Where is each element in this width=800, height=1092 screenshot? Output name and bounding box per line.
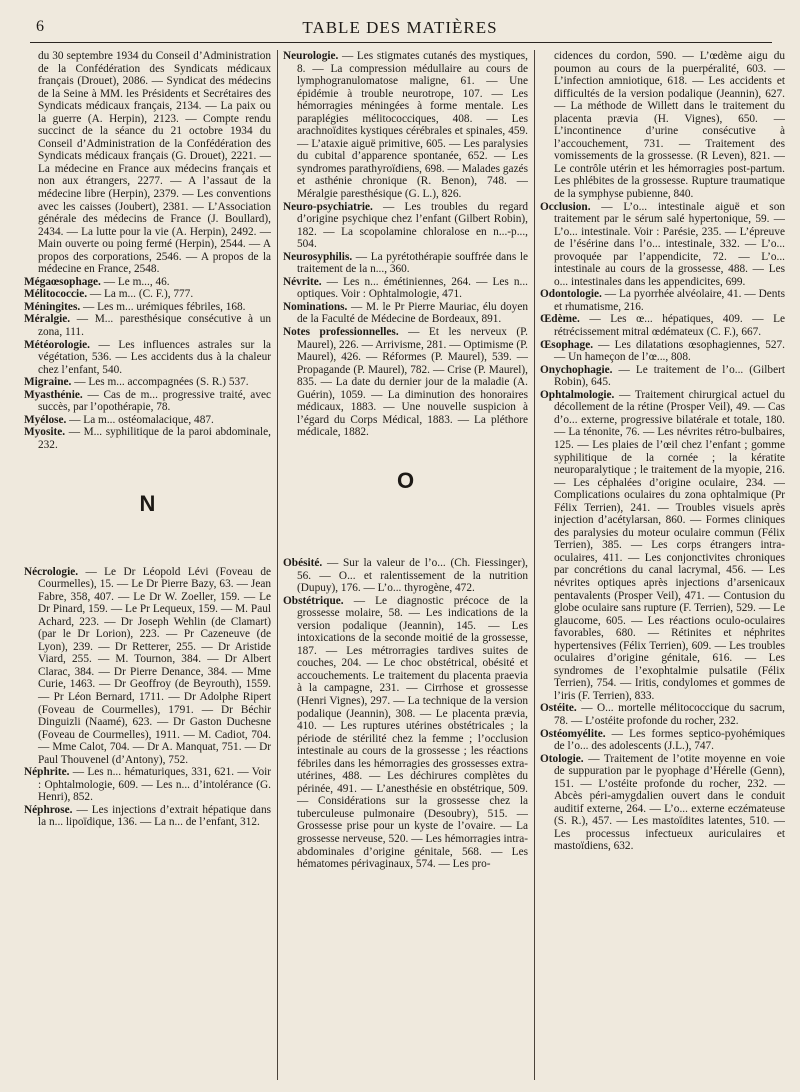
entry-heading: Otologie.: [540, 752, 584, 765]
index-entry: [283, 595, 528, 871]
entry-heading: Migraine.: [24, 376, 72, 389]
entry-text: — M... syphilitique de la paroi abdominale, 232.: [38, 426, 271, 451]
entry-heading: Ostéite.: [540, 702, 577, 715]
index-entry: [24, 766, 271, 804]
entry-text: — Traitement de l’otite moyenne en voie de suppuration par le pyophage d’Hérelle (Genn), 151. — L’ostéite profonde du rocher, 232. — Abcès péri-amygdalien ouvert dans le conduit auditif externe, 264. — L’o... externe eczémateuse (S. R.), 457. — Les mastoïdites latentes, 510. — Les processus infectueux auriculaires et mastoïdiens, 632.: [554, 752, 785, 853]
index-entry: [24, 276, 271, 289]
index-entry: [24, 566, 271, 767]
entry-heading: Occlusion.: [540, 200, 591, 213]
entry-text: — Les influences astrales sur la végétation, 536. — Les accidents dus à la chaleur chez l’enfant, 540.: [38, 338, 271, 376]
entry-heading: Œsophage.: [540, 338, 594, 351]
header-rule: [30, 42, 772, 43]
index-column-2: [283, 50, 528, 1080]
entry-text: — La pyrétothérapie souffrée dans le traitement de la n..., 360.: [297, 250, 528, 276]
index-entry-continued: cidences du cordon, 590. — L’œdème aigu du poumon au cours de la puerpéralité, 603. — L’infection amniotique, 618. — Les accidents et difficultés de la version podalique (Jeannin), 627. — La méthode de Willett dans le traitement du placenta prævia (H. Vignes), 650. — L’incontinence d’urine consécutive à l’accouchement, 731. — Traitement des vomissements de la grossesse. (R Leven), 821. — Le contrôle utérin et les hémorragies post-partum. Les phlébites de la grossesse. Rupture traumatique de la symphyse pubienne, 840.: [554, 50, 785, 201]
entry-heading: Mélitococcie.: [24, 288, 88, 301]
entry-text: — Les troubles du regard d’origine psychique chez l’enfant (Gilbert Robin), 182. — La scopolamine chloralose en n...-p..., 504.: [297, 200, 528, 251]
index-column-3: [540, 50, 785, 1080]
entry-text: — La m... (C. F.), 777.: [87, 288, 194, 301]
entry-text: — Traitement chirurgical actuel du décollement de la rétine (Prosper Veil), 49. — Cas d’o... externe, progressive bilatérale et totale, 180. — La ténonite, 76. — Les névrites rétro-bulbaires, 125. — Les plaies de l’œil chez l’enfant ; gomme syphilitique de la cornée ; la kératite neuroparalytique ; le traitement de la myopie, 216. — Les céphalées d’origine oculaire, 234. — Complications oculaires du zona ophtalmique (Pr Félix Terrien), 241. — Troubles visuels après injection d’acétylarsan, 860. — Formes cliniques des paralysies du moteur oculaire commun (Félix Terrien), 385. — Les corps étrangers intra-oculaires, 411. — Les conjonctivites chroniques par concrétions du canal lacrymal, 456. — Les névrites optiques après injections d’arsenicaux pentavalents (Prosper Veil), 471. — Contusion du globe oculaire sans rupture (F. Terrien), 529. — Le glaucome, 605. — Les réactions oculo-oculaires favorables, 680. — Rétinites et néphrites hypertensives (Félix Terrien), 609. — Les troubles oculaires d’origine génitale, 616. — Les syndromes de l’exophtalmie pulsatile (Félix Terrien), 754. — Iritis, condylomes et gommes de l’iris (F. Terrien), 833.: [554, 388, 785, 702]
entry-text: — Sur la valeur de l’o... (Ch. Fiessinger), 56. — O... et ralentissement de la nutrition (Dupuy), 176. — L’o... thyrogène, 472.: [297, 556, 528, 595]
section-letter: N: [139, 490, 156, 516]
entry-text: — Les m... urémiques fébriles, 168.: [80, 300, 246, 313]
index-entry: [283, 251, 528, 276]
index-entry: [24, 426, 271, 451]
index-entry: [540, 702, 785, 727]
entry-text: — O... mortelle mélitococcique du sacrum, 78. — L’ostéite profonde du rocher, 232.: [554, 702, 785, 727]
entry-heading: Obstétrique.: [283, 594, 344, 607]
entry-heading: Mégaœsophage.: [24, 275, 101, 288]
entry-text: — Les m... accompagnées (S. R.) 537.: [71, 376, 249, 389]
entry-heading: Neurologie.: [283, 50, 339, 62]
entry-text: — M... paresthésique consécutive à un zona, 111.: [38, 313, 271, 339]
entry-heading: Odontologie.: [540, 288, 602, 301]
entry-heading: Onychophagie.: [540, 363, 613, 376]
entry-heading: Ophtalmologie.: [540, 388, 615, 401]
index-entry-continued: du 30 septembre 1934 du Conseil d’Administration de la Confédération des Syndicats médicaux français (Drouet), 2086. — Syndicat des médecins de la Seine à MM. les Présidents et Secrétaires des Syndicats médicaux français, 2134. — La paix ou la guerre (A. Herpin), 2123. — Compte rendu succinct de la séance du 21 octobre 1934 du Conseil d’Administration de la Confédération des Syndicats médicaux français (G. Drouet), 2221. — La médecine en France aux médecins français et non aux étrangers, 2277. — A l’assaut de la médecine libre (Herpin), 2379. — Les conventions avec les caisses (Joubert), 2381. — L’Association générale des médecins de France (J. Boullard), 2434. — La lutte pour la vie (A. Herpin), 2492. — Main ouverte ou poing fermé (Herpin), 2544. — A propos des corporations, 2546. — A propos de la médecine en France, 2548.: [38, 50, 271, 276]
page-number: 6: [36, 18, 44, 35]
entry-text: — L’o... intestinale aiguë et son traitement par le sérum salé hypertonique, 59. — L’o... intestinale. Voir : Parésie, 235. — L’épreuve de l’ésérine dans l’o... intestinale, 332. — L’o... provoquée par l’appendicite, 72. — L’o... intestinale au cours de la grossesse, 488. — Les o... intestinales dans les appendicites, 699.: [554, 200, 785, 288]
index-entry: [540, 728, 785, 753]
entry-text: — Le traitement de l’o... (Gilbert Robin), 645.: [554, 363, 785, 389]
index-entry: [24, 339, 271, 377]
entry-heading: Neuro-psychiatrie.: [283, 200, 373, 213]
index-entry: [24, 288, 271, 301]
entry-text: — Le diagnostic précoce de la grossesse molaire, 58. — Les indications de la version podalique (Jeannin), 145. — Les intoxications de la seconde moitié de la grossesse, 187. — Les métrorragies tardives suites de couches, 204. — Le choc obstétrical, obésité et accouchements. Le traitement du placenta praevia à la campagne, 231. — Cirrhose et grossesse (Henri Vignes), 297. — La technique de la version podalique (Jeannin), 308. — Le placenta prævia, 410. — Les ruptures utérines obstétricales ; la période de stérilité chez la femme ; l’occlusion intestinale au cours de la grossesse ; les réactions fébriles dans les hémorragies des grossesses extra-utérines, 488. — Les déchirures complètes du périnée, 491. — L’anesthésie en obstétrique, 509. — Considérations sur la grossesse chez la tuberculeuse pulmonaire (Desoubry), 515. — Grossesse prise pour un kyste de l’ovaire. — La grossesse nerveuse, 520. — Les hémorragies intra-abdominales d’origine génitale, 568. — Les hématomes périvaginaux, 574. — Les pro-: [297, 594, 528, 871]
entry-text: — Les n... hématuriques, 331, 621. — Voir : Ophtalmologie, 609. — Les n... d’intolérance (G. Henri), 852.: [38, 766, 271, 804]
index-entry: [283, 201, 528, 251]
index-entry: [283, 326, 528, 439]
entry-heading: Névrite.: [283, 275, 322, 288]
entry-text: — Les formes septico-pyohémiques de l’o... des adolescents (J.L.), 747.: [554, 727, 785, 753]
index-entry: [540, 339, 785, 364]
index-entry: [540, 389, 785, 703]
entry-text: — Le Dr Léopold Lévi (Foveau de Courmelles), 15. — Le Dr Pierre Bazy, 63. — Jean Fabre, 358, 407. — Le Dr W. Zoeller, 159. — Le Dr Pinard, 159. — Le Pr Lequeux, 159. — M. Paul Achard, 223. — Dr Joseph Wehlin (de Clamart) (par le Dr Lorion), 223. — Pr Cazeneuve (de Lyon), 239. — Dr Retterer, 255. — Dr Aristide Viard, 255. — M. Tournon, 384. — Dr Albert Clarac, 384. — Dr Pierre Denance, 384. — Mme Curie, 1463. — Dr Geoffroy (de Beyrouth), 1559. — Pr Léon Bernard, 1711. — Dr Adolphe Ripert (Foveau de Courmelles), 1791. — Dr Béchir Dinguizli (Naamé), 623. — Dr Gaston Duchesne (Foveau de Courmelles), 1911. — M. Cadiot, 704. — Mme Calot, 704. — Dr A. Manquat, 751. — Dr Paul Thouvenel (d’Antony), 752.: [38, 565, 271, 766]
index-entry: [283, 50, 528, 201]
entry-heading: Néphrite.: [24, 766, 70, 779]
index-entry: [540, 313, 785, 338]
index-entry: [540, 288, 785, 313]
entry-text: — Cas de m... progressive traité, avec succès, par l’opothérapie, 78.: [38, 388, 271, 414]
index-entry: [24, 804, 271, 829]
entry-text: — M. le Pr Pierre Mauriac, élu doyen de la Faculté de Médecine de Bordeaux, 891.: [297, 300, 528, 326]
entry-heading: Néphrose.: [24, 803, 73, 816]
entry-heading: Méralgie.: [24, 313, 71, 326]
entry-text: — Les œ... hépatiques, 409. — Le rétrécissement mitral œdémateux (C. F.), 667.: [554, 313, 785, 339]
entry-heading: Myélose.: [24, 413, 67, 426]
entry-heading: Neurosyphilis.: [283, 250, 353, 263]
index-entry: [540, 364, 785, 389]
index-entry: [24, 301, 271, 314]
entry-heading: Méningites.: [24, 300, 81, 313]
running-title: TABLE DES MATIÈRES: [302, 18, 498, 37]
entry-heading: Œdème.: [540, 313, 580, 326]
index-entry: [540, 201, 785, 289]
entry-heading: Notes professionnelles.: [283, 326, 399, 339]
index-column-1: [24, 50, 271, 1080]
index-entry: [283, 301, 528, 326]
page-header: [30, 10, 770, 40]
entry-text: — Les dilatations œsophagiennes, 527. — Un hameçon de l’œ..., 808.: [554, 338, 785, 364]
index-entry: [283, 557, 528, 595]
section-letter: O: [396, 467, 415, 493]
entry-heading: Météorologie.: [24, 338, 90, 351]
entry-heading: Myasthénie.: [24, 388, 83, 401]
index-entry: [24, 313, 271, 338]
entry-heading: Nominations.: [283, 300, 348, 313]
entry-text: — Le m..., 46.: [100, 275, 170, 288]
entry-text: — Les stigmates cutanés des mystiques, 8. — La compression médullaire au cours de lymphogranulomatose maligne, 61. — Une épidémie à trouble neurotrope, 107. — Les hémorragies méningées à forme mentale. Les paraplégies mélitococciques, 408. — Les arachnoïdites kystiques cérébrales et spinales, 459. — L’ataxie aiguë primitive, 605. — Les paralysies du cubital d’apparence spontanée, 652. — Les syndromes parathyroïdiens, 698. — Malades gazés et asthénie chronique (R. Benon), 748. — Méralgie paresthésique (G. L.), 826.: [297, 50, 528, 201]
column-divider: [277, 50, 278, 1080]
entry-text: — Et les nerveux (P. Maurel), 226. — Arrivisme, 281. — Optimisme (P. Maurel), 426. — Réformes (P. Maurel), 539. — Propagande (P. Maurel), 782. — Crise (P. Maurel), 835. — La date du dernier jour de la maladie (A. Guérin), 1059. — La diminution des honoraires médicaux, 1883. — Une nouvelle suspicion à l’égard du Corps Médical, 1883. — La pléthore médicale, 1882.: [297, 326, 528, 439]
index-entry: [24, 389, 271, 414]
entry-text: — La m... ostéomalacique, 487.: [66, 413, 214, 426]
entry-text: — Les injections d’extrait hépatique dans la n... lipoïdique, 136. — La n... de l’enfant, 312.: [38, 803, 271, 829]
entry-text: — Les n... émétiniennes, 264. — Les n... optiques. Voir : Ophtalmologie, 471.: [297, 275, 528, 301]
entry-heading: Nécrologie.: [24, 565, 79, 578]
column-divider: [534, 50, 535, 1080]
entry-text: — La pyorrhée alvéolaire, 41. — Dents et rhumatisme, 216.: [554, 288, 785, 313]
entry-heading: Myosite.: [24, 426, 66, 439]
entry-heading: Obésité.: [283, 556, 323, 569]
index-entry: [283, 276, 528, 301]
index-entry: [24, 376, 271, 389]
index-entry: [24, 414, 271, 427]
index-entry: [540, 753, 785, 853]
entry-heading: Ostéomyélite.: [540, 727, 606, 740]
